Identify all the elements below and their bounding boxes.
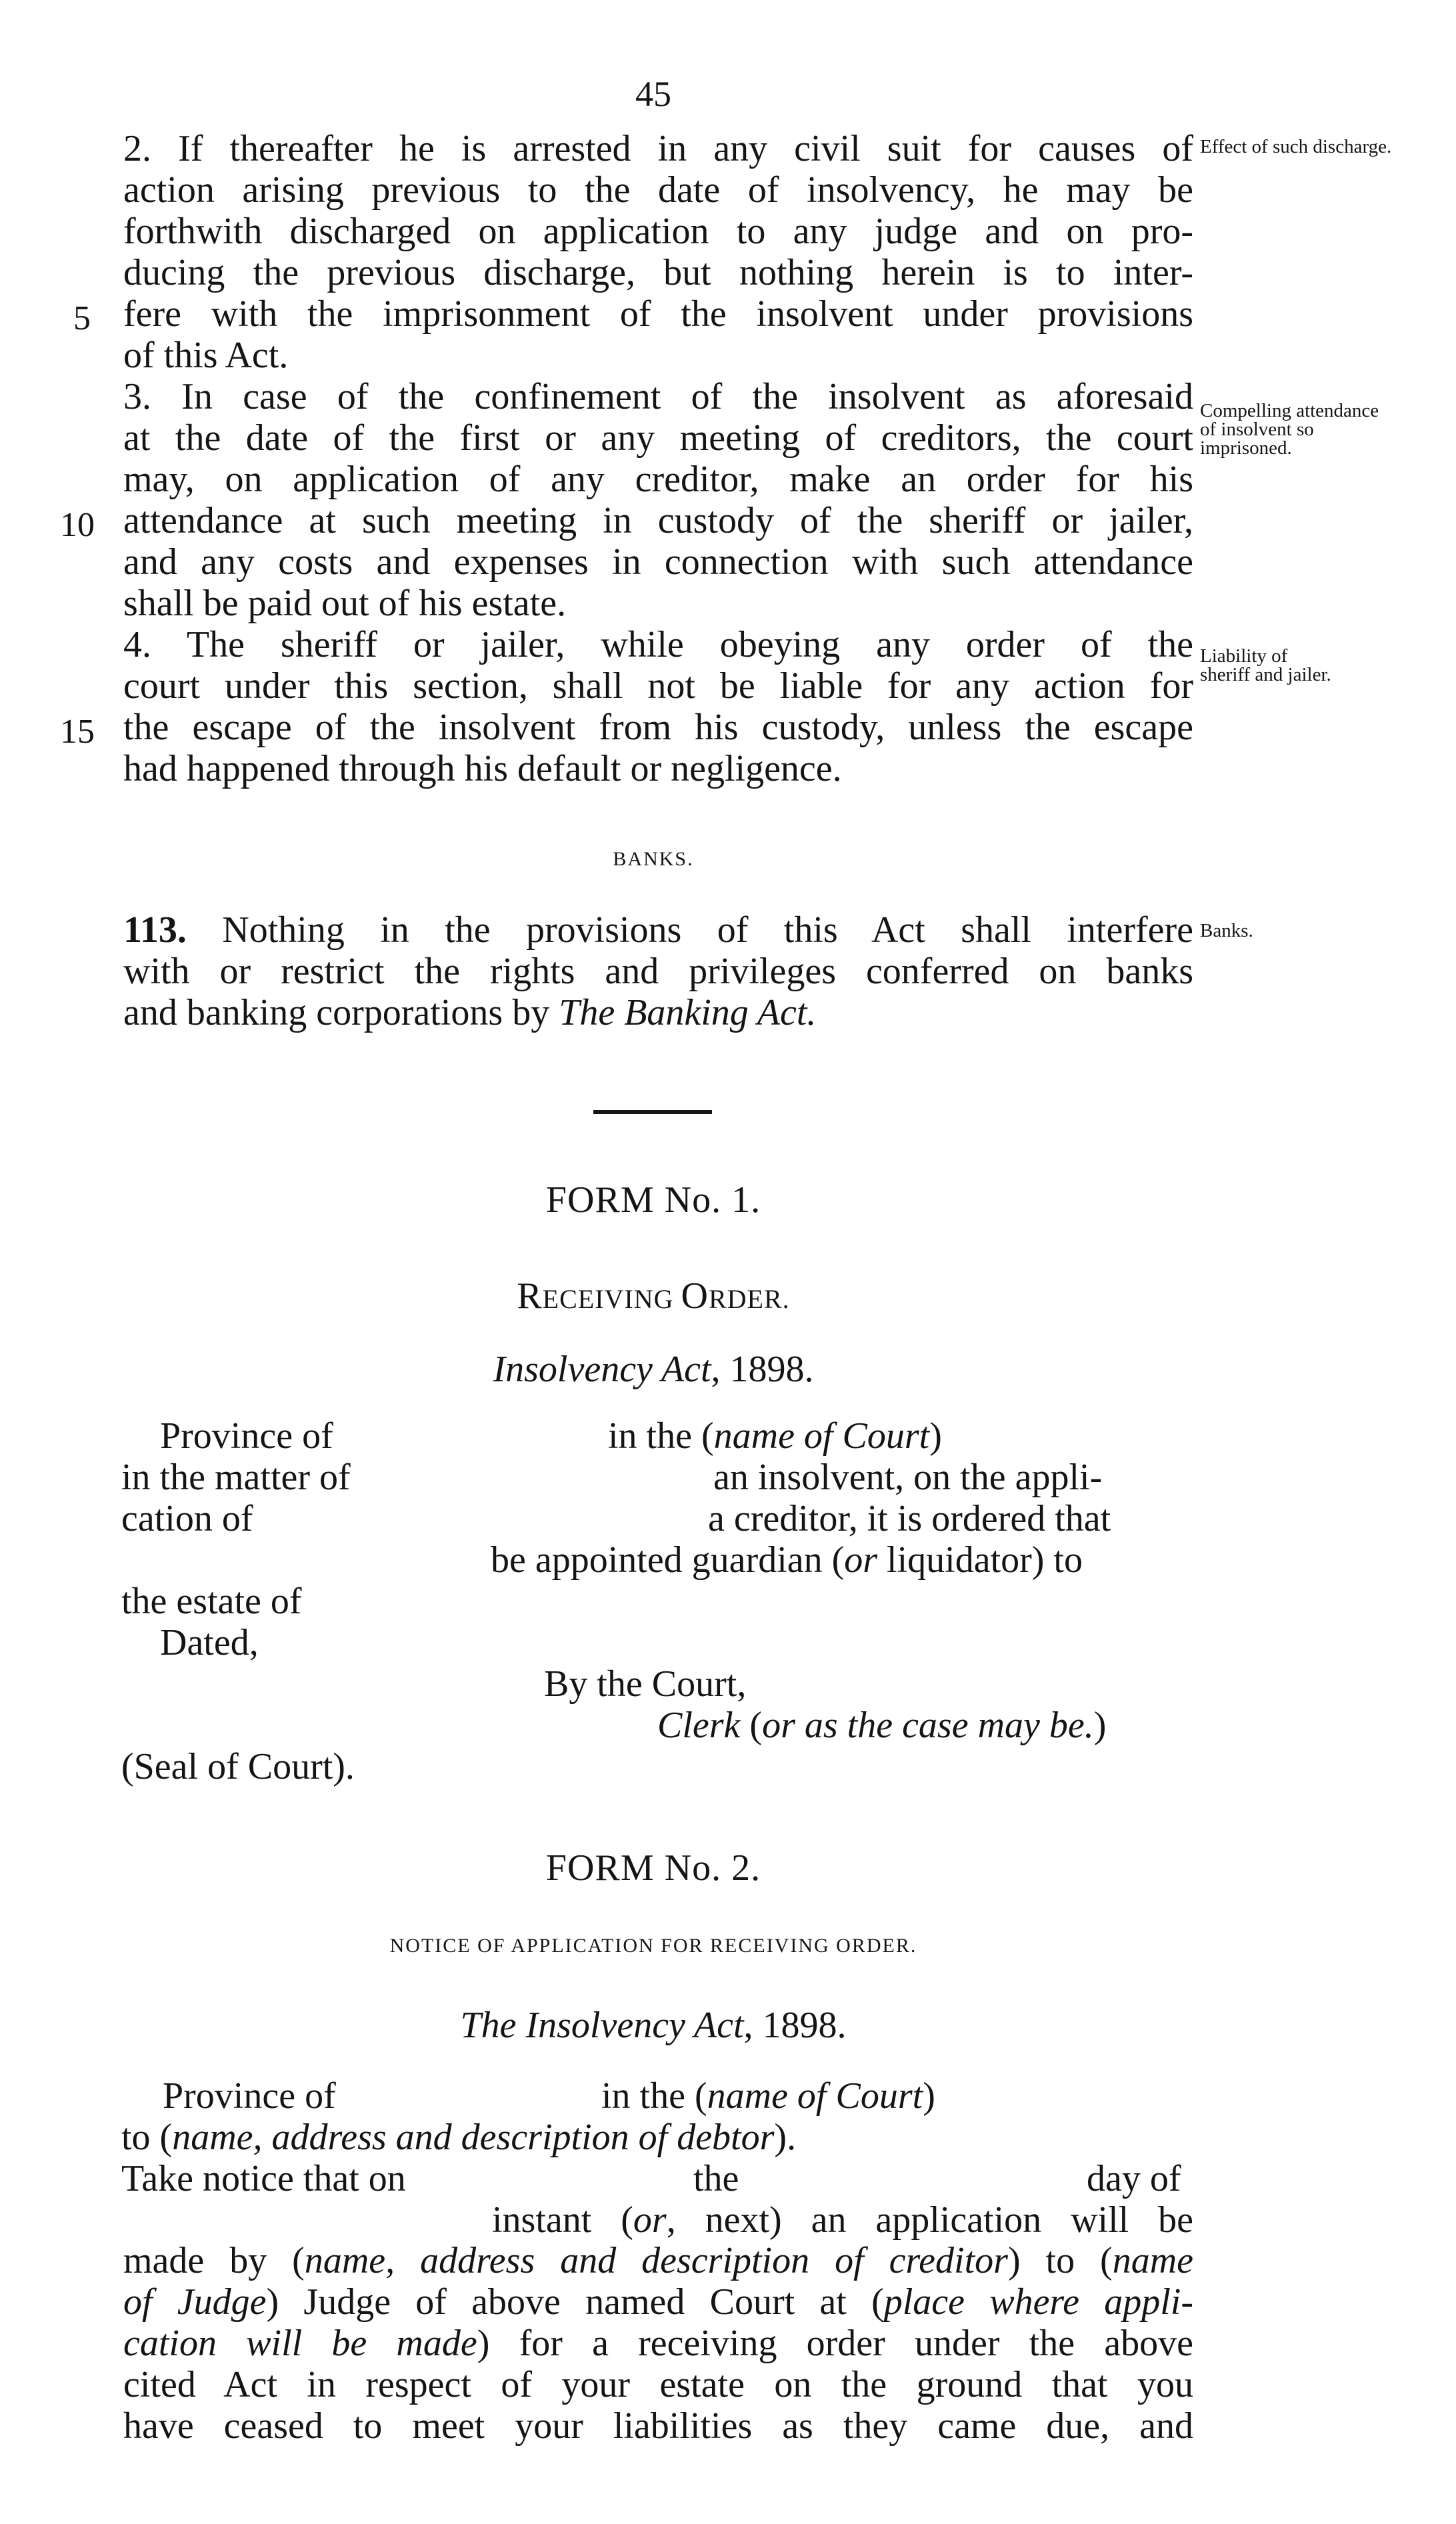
form-1-by-court: By the Court, <box>544 1663 747 1705</box>
form-2-judge <box>123 2281 1193 2323</box>
page-number: 45 <box>635 74 671 114</box>
banks-heading: BANKS. <box>613 848 694 870</box>
text-fragment: R <box>517 1275 543 1317</box>
banks-text-line: with or restrict the rights and privileges conferred on banks <box>123 951 1193 992</box>
form-1-title: FORM No. 1. <box>545 1179 761 1221</box>
form-1-seal: (Seal of Court). <box>121 1746 355 1787</box>
text-fragment: name of Court <box>707 2075 923 2117</box>
form-2-day-of: day of <box>1087 2158 1181 2199</box>
margin-note-effect-of-discharge: Effect of such discharge. <box>1200 136 1392 157</box>
form-1-cation: cation of <box>121 1498 253 1539</box>
form-2-cited: cited Act in respect of your estate on the ground that you <box>123 2364 1193 2405</box>
text-line: at the date of the first or any meeting of creditors, the court <box>123 417 1193 459</box>
form-1-dated: Dated, <box>160 1622 259 1663</box>
text-fragment: , 1898. <box>743 2005 847 2046</box>
text-fragment: to ( <box>121 2117 173 2158</box>
text-line: action arising previous to the date of insolvency, he may be <box>123 169 1193 211</box>
text-line: 4. The sheriff or jailer, while obeying any order of the <box>123 624 1193 665</box>
form-2-title: FORM No. 2. <box>545 1847 761 1889</box>
text-fragment: made by ( <box>123 2240 305 2281</box>
text-fragment: of Judge <box>123 2281 267 2323</box>
text-line: the escape of the insolvent from his custody, unless the escape <box>123 707 1193 748</box>
text-fragment: in the ( <box>601 2075 707 2117</box>
margin-note-banks: Banks. <box>1200 920 1253 941</box>
text-fragment: instant ( <box>492 2199 633 2241</box>
text-fragment: and banking corporations by <box>123 992 559 1033</box>
form-2-made-by <box>123 2240 1193 2281</box>
line-number-5: 5 <box>73 299 91 337</box>
text-line: of this Act. <box>123 335 289 376</box>
text-line: forthwith discharged on application to any judge and on pro- <box>123 211 1193 252</box>
text-fragment: The Insolvency Act <box>460 2005 744 2046</box>
line-number-15: 15 <box>60 713 95 751</box>
line-number-10: 10 <box>60 506 95 544</box>
text-fragment: ( <box>740 1705 763 1746</box>
text-line: may, on application of any creditor, make an order for his <box>123 459 1193 500</box>
form-1-act <box>0 1348 1307 1391</box>
margin-note-compelling-attendance: Compelling attendance of insolvent so imprisoned. <box>1200 400 1379 459</box>
text-line: 2. If thereafter he is arrested in any civil suit for causes of <box>123 128 1193 169</box>
text-fragment: place where appli- <box>883 2281 1194 2323</box>
text-fragment: ) to ( <box>1007 2240 1113 2281</box>
text-fragment: name, address and description of debtor <box>172 2117 775 2158</box>
text-line: court under this section, shall not be liable for any action for <box>123 665 1193 707</box>
text-fragment: The Banking Act. <box>559 992 817 1033</box>
text-fragment: liquidator) to <box>877 1539 1083 1581</box>
text-fragment: ). <box>774 2117 797 2158</box>
form-1-court <box>608 1415 942 1457</box>
text-fragment: ) <box>929 1415 942 1457</box>
text-line: attendance at such meeting in custody of the sheriff or jailer, <box>123 500 1193 541</box>
form-2-court <box>601 2075 935 2117</box>
form-2-debtor <box>121 2116 796 2159</box>
text-line: 3. In case of the confinement of the insolvent as aforesaid <box>123 376 1193 417</box>
form-2-take-notice: Take notice that on <box>121 2158 406 2199</box>
text-line: ducing the previous discharge, but nothing herein is to inter- <box>123 252 1193 293</box>
form-2-instant <box>492 2199 1193 2241</box>
form-1-subtitle <box>0 1275 1307 1317</box>
text-fragment: cation will be made <box>123 2323 477 2364</box>
text-fragment: be appointed guardian ( <box>491 1539 845 1581</box>
text-fragment: RDER. <box>708 1284 790 1314</box>
text-fragment: O <box>681 1275 709 1317</box>
form-2-subtitle: NOTICE OF APPLICATION FOR RECEIVING ORDER. <box>389 1935 917 1957</box>
text-line: shall be paid out of his estate. <box>123 583 567 624</box>
text-fragment: ) <box>923 2075 935 2117</box>
text-fragment: Nothing in the provisions of this Act shall interfere <box>186 909 1193 951</box>
form-1-matter: in the matter of <box>121 1457 351 1498</box>
form-2-act <box>0 2004 1307 2047</box>
text-line: had happened through his default or negligence. <box>123 748 842 789</box>
text-fragment: , next) an application will be <box>666 2199 1193 2241</box>
text-fragment: name <box>1112 2240 1193 2281</box>
form-2-the: the <box>693 2158 739 2199</box>
text-fragment: or <box>844 1539 878 1581</box>
form-2-cation <box>123 2323 1193 2364</box>
text-line: fere with the imprisonment of the insolvent under provisions <box>123 293 1193 335</box>
section-divider <box>593 1110 712 1114</box>
text-fragment: ) Judge of above named Court at ( <box>266 2281 884 2323</box>
text-fragment: ) <box>1093 1705 1107 1746</box>
section-number: 113. <box>123 909 187 951</box>
form-1-creditor: a creditor, it is ordered that <box>708 1498 1111 1539</box>
text-line: and any costs and expenses in connection with such attendance <box>123 541 1193 583</box>
text-fragment: or <box>633 2199 667 2241</box>
form-1-estate: the estate of <box>121 1581 302 1622</box>
form-1-clerk <box>657 1704 1106 1747</box>
text-fragment: or as the case may be. <box>762 1705 1094 1746</box>
text-fragment: ECEIVING <box>542 1284 681 1314</box>
text-fragment: Insolvency Act <box>493 1349 711 1390</box>
text-fragment: ) for a receiving order under the above <box>477 2323 1193 2364</box>
form-1-province: Province of <box>160 1415 333 1457</box>
text-fragment: name, address and description of creditor <box>304 2240 1008 2281</box>
text-fragment: , 1898. <box>711 1349 814 1390</box>
form-1-insolvent: an insolvent, on the appli- <box>713 1457 1103 1498</box>
form-2-ceased: have ceased to meet your liabilities as they came due, and <box>123 2405 1193 2447</box>
text-fragment: name of Court <box>713 1415 930 1457</box>
banks-text-line <box>123 909 1193 951</box>
text-fragment: in the ( <box>608 1415 714 1457</box>
text-fragment: Clerk <box>657 1705 741 1746</box>
form-1-appointed <box>491 1539 1083 1581</box>
banks-text-line <box>123 992 1193 1033</box>
form-2-province: Province of <box>163 2075 336 2117</box>
margin-note-liability-of-sheriff: Liability of sheriff and jailer. <box>1200 645 1331 685</box>
